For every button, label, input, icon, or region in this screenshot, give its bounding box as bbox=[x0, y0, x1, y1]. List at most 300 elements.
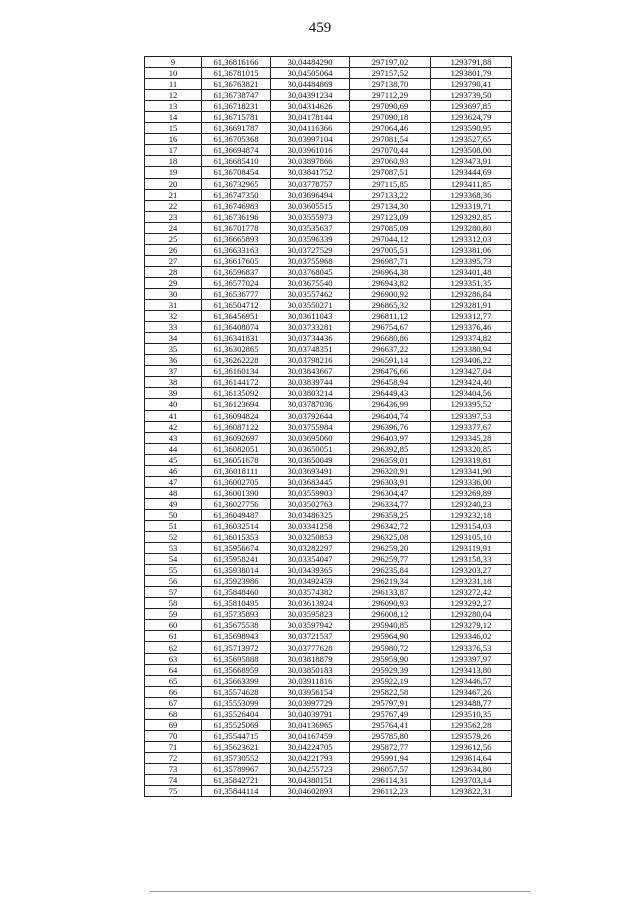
longitude-cell: 30,04380151 bbox=[271, 775, 350, 786]
x-coordinate-cell: 295929,39 bbox=[350, 664, 431, 675]
longitude-cell: 30,03841752 bbox=[271, 167, 350, 178]
x-coordinate-cell: 296219,34 bbox=[350, 576, 431, 587]
latitude-cell: 61,36015353 bbox=[202, 532, 271, 543]
y-coordinate-cell: 1293612,56 bbox=[431, 741, 512, 752]
point-number-cell: 50 bbox=[145, 509, 202, 520]
latitude-cell: 61,35923986 bbox=[202, 576, 271, 587]
x-coordinate-cell: 297090,69 bbox=[350, 101, 431, 112]
point-number-cell: 18 bbox=[145, 156, 202, 167]
x-coordinate-cell: 296458,94 bbox=[350, 377, 431, 388]
latitude-cell: 61,35844114 bbox=[202, 786, 271, 797]
x-coordinate-cell: 297064,46 bbox=[350, 123, 431, 134]
y-coordinate-cell: 1293790,41 bbox=[431, 79, 512, 90]
latitude-cell: 61,36302865 bbox=[202, 344, 271, 355]
longitude-cell: 30,03650049 bbox=[271, 454, 350, 465]
latitude-cell: 61,36408074 bbox=[202, 322, 271, 333]
longitude-cell: 30,03897866 bbox=[271, 156, 350, 167]
table-row bbox=[145, 68, 512, 79]
point-number-cell: 17 bbox=[145, 145, 202, 156]
point-number-cell: 49 bbox=[145, 498, 202, 509]
y-coordinate-cell: 1293401,48 bbox=[431, 266, 512, 277]
table-row bbox=[145, 487, 512, 498]
latitude-cell: 61,36617605 bbox=[202, 255, 271, 266]
x-coordinate-cell: 297070,44 bbox=[350, 145, 431, 156]
point-number-cell: 61 bbox=[145, 631, 202, 642]
y-coordinate-cell: 1293319,81 bbox=[431, 454, 512, 465]
longitude-cell: 30,03734436 bbox=[271, 333, 350, 344]
y-coordinate-cell: 1293579,26 bbox=[431, 730, 512, 741]
table-row bbox=[145, 211, 512, 222]
point-number-cell: 28 bbox=[145, 266, 202, 277]
point-number-cell: 9 bbox=[145, 57, 202, 68]
y-coordinate-cell: 1293527,65 bbox=[431, 134, 512, 145]
x-coordinate-cell: 296754,67 bbox=[350, 322, 431, 333]
x-coordinate-cell: 297090,18 bbox=[350, 112, 431, 123]
table-row bbox=[145, 333, 512, 344]
latitude-cell: 61,35695888 bbox=[202, 653, 271, 664]
latitude-cell: 61,36092697 bbox=[202, 432, 271, 443]
point-number-cell: 70 bbox=[145, 730, 202, 741]
longitude-cell: 30,03818879 bbox=[271, 653, 350, 664]
y-coordinate-cell: 1293158,33 bbox=[431, 554, 512, 565]
table-row bbox=[145, 399, 512, 410]
y-coordinate-cell: 1293231,18 bbox=[431, 576, 512, 587]
x-coordinate-cell: 296303,91 bbox=[350, 476, 431, 487]
table-row bbox=[145, 355, 512, 366]
y-coordinate-cell: 1293292,27 bbox=[431, 598, 512, 609]
x-coordinate-cell: 297087,51 bbox=[350, 167, 431, 178]
latitude-cell: 61,36001390 bbox=[202, 487, 271, 498]
longitude-cell: 30,03768045 bbox=[271, 266, 350, 277]
point-number-cell: 65 bbox=[145, 675, 202, 686]
y-coordinate-cell: 1293397,53 bbox=[431, 410, 512, 421]
latitude-cell: 61,36094824 bbox=[202, 410, 271, 421]
y-coordinate-cell: 1293395,52 bbox=[431, 399, 512, 410]
table-row bbox=[145, 764, 512, 775]
longitude-cell: 30,03733281 bbox=[271, 322, 350, 333]
y-coordinate-cell: 1293280,80 bbox=[431, 222, 512, 233]
table-row bbox=[145, 156, 512, 167]
latitude-cell: 61,35544715 bbox=[202, 730, 271, 741]
x-coordinate-cell: 297134,30 bbox=[350, 200, 431, 211]
x-coordinate-cell: 297044,12 bbox=[350, 233, 431, 244]
x-coordinate-cell: 296057,57 bbox=[350, 764, 431, 775]
table-row bbox=[145, 686, 512, 697]
y-coordinate-cell: 1293406,22 bbox=[431, 355, 512, 366]
table-row bbox=[145, 576, 512, 587]
point-number-cell: 12 bbox=[145, 90, 202, 101]
latitude-cell: 61,36002705 bbox=[202, 476, 271, 487]
x-coordinate-cell: 296436,99 bbox=[350, 399, 431, 410]
point-number-cell: 75 bbox=[145, 786, 202, 797]
table-row bbox=[145, 432, 512, 443]
x-coordinate-cell: 296325,08 bbox=[350, 532, 431, 543]
y-coordinate-cell: 1293381,06 bbox=[431, 244, 512, 255]
latitude-cell: 61,35842721 bbox=[202, 775, 271, 786]
latitude-cell: 61,36262228 bbox=[202, 355, 271, 366]
point-number-cell: 54 bbox=[145, 554, 202, 565]
table-row bbox=[145, 222, 512, 233]
longitude-cell: 30,03282297 bbox=[271, 543, 350, 554]
point-number-cell: 72 bbox=[145, 752, 202, 763]
x-coordinate-cell: 296449,43 bbox=[350, 388, 431, 399]
longitude-cell: 30,04221793 bbox=[271, 752, 350, 763]
longitude-cell: 30,03839744 bbox=[271, 377, 350, 388]
latitude-cell: 61,35525069 bbox=[202, 719, 271, 730]
longitude-cell: 30,03956154 bbox=[271, 686, 350, 697]
longitude-cell: 30,03597942 bbox=[271, 620, 350, 631]
table-row bbox=[145, 288, 512, 299]
y-coordinate-cell: 1293374,82 bbox=[431, 333, 512, 344]
x-coordinate-cell: 295764,41 bbox=[350, 719, 431, 730]
y-coordinate-cell: 1293232,18 bbox=[431, 509, 512, 520]
y-coordinate-cell: 1293397,97 bbox=[431, 653, 512, 664]
x-coordinate-cell: 296865,32 bbox=[350, 300, 431, 311]
table-row bbox=[145, 554, 512, 565]
latitude-cell: 61,36685410 bbox=[202, 156, 271, 167]
point-number-cell: 47 bbox=[145, 476, 202, 487]
y-coordinate-cell: 1293376,46 bbox=[431, 322, 512, 333]
table-row bbox=[145, 465, 512, 476]
x-coordinate-cell: 296259,20 bbox=[350, 543, 431, 554]
x-coordinate-cell: 296359,01 bbox=[350, 454, 431, 465]
longitude-cell: 30,03911816 bbox=[271, 675, 350, 686]
longitude-cell: 30,03341258 bbox=[271, 520, 350, 531]
longitude-cell: 30,03792644 bbox=[271, 410, 350, 421]
longitude-cell: 30,03961016 bbox=[271, 145, 350, 156]
latitude-cell: 61,35526404 bbox=[202, 708, 271, 719]
latitude-cell: 61,36049487 bbox=[202, 509, 271, 520]
table-row bbox=[145, 410, 512, 421]
table-row bbox=[145, 233, 512, 244]
latitude-cell: 61,36747350 bbox=[202, 189, 271, 200]
table-row bbox=[145, 443, 512, 454]
latitude-cell: 61,36087122 bbox=[202, 421, 271, 432]
x-coordinate-cell: 295822,58 bbox=[350, 686, 431, 697]
point-number-cell: 62 bbox=[145, 642, 202, 653]
latitude-cell: 61,36051678 bbox=[202, 454, 271, 465]
y-coordinate-cell: 1293508,00 bbox=[431, 145, 512, 156]
y-coordinate-cell: 1293634,80 bbox=[431, 764, 512, 775]
latitude-cell: 61,36032514 bbox=[202, 520, 271, 531]
y-coordinate-cell: 1293624,79 bbox=[431, 112, 512, 123]
longitude-cell: 30,03755968 bbox=[271, 255, 350, 266]
latitude-cell: 61,35553099 bbox=[202, 697, 271, 708]
x-coordinate-cell: 295922,19 bbox=[350, 675, 431, 686]
longitude-cell: 30,04255723 bbox=[271, 764, 350, 775]
longitude-cell: 30,03550271 bbox=[271, 300, 350, 311]
point-number-cell: 43 bbox=[145, 432, 202, 443]
y-coordinate-cell: 1293286,84 bbox=[431, 288, 512, 299]
x-coordinate-cell: 297138,70 bbox=[350, 79, 431, 90]
table-row bbox=[145, 300, 512, 311]
point-number-cell: 44 bbox=[145, 443, 202, 454]
y-coordinate-cell: 1293822,31 bbox=[431, 786, 512, 797]
latitude-cell: 61,36736196 bbox=[202, 211, 271, 222]
x-coordinate-cell: 297112,29 bbox=[350, 90, 431, 101]
table-row bbox=[145, 664, 512, 675]
coordinates-table-body bbox=[145, 57, 512, 797]
y-coordinate-cell: 1293345,28 bbox=[431, 432, 512, 443]
longitude-cell: 30,03574382 bbox=[271, 587, 350, 598]
table-row bbox=[145, 708, 512, 719]
y-coordinate-cell: 1293203,27 bbox=[431, 565, 512, 576]
point-number-cell: 33 bbox=[145, 322, 202, 333]
x-coordinate-cell: 296334,77 bbox=[350, 498, 431, 509]
table-row bbox=[145, 123, 512, 134]
longitude-cell: 30,03777628 bbox=[271, 642, 350, 653]
point-number-cell: 64 bbox=[145, 664, 202, 675]
table-row bbox=[145, 786, 512, 797]
longitude-cell: 30,04484869 bbox=[271, 79, 350, 90]
y-coordinate-cell: 1293154,03 bbox=[431, 520, 512, 531]
latitude-cell: 61,36123694 bbox=[202, 399, 271, 410]
table-row bbox=[145, 730, 512, 741]
latitude-cell: 61,36665893 bbox=[202, 233, 271, 244]
point-number-cell: 66 bbox=[145, 686, 202, 697]
x-coordinate-cell: 296133,87 bbox=[350, 587, 431, 598]
table-row bbox=[145, 101, 512, 112]
latitude-cell: 61,36694874 bbox=[202, 145, 271, 156]
point-number-cell: 29 bbox=[145, 277, 202, 288]
x-coordinate-cell: 297157,52 bbox=[350, 68, 431, 79]
latitude-cell: 61,36691787 bbox=[202, 123, 271, 134]
latitude-cell: 61,35675538 bbox=[202, 620, 271, 631]
latitude-cell: 61,35789967 bbox=[202, 764, 271, 775]
point-number-cell: 31 bbox=[145, 300, 202, 311]
x-coordinate-cell: 296591,14 bbox=[350, 355, 431, 366]
latitude-cell: 61,36577024 bbox=[202, 277, 271, 288]
x-coordinate-cell: 296680,86 bbox=[350, 333, 431, 344]
longitude-cell: 30,03675540 bbox=[271, 277, 350, 288]
point-number-cell: 40 bbox=[145, 399, 202, 410]
longitude-cell: 30,03693491 bbox=[271, 465, 350, 476]
table-row bbox=[145, 377, 512, 388]
longitude-cell: 30,03798216 bbox=[271, 355, 350, 366]
latitude-cell: 61,36160134 bbox=[202, 366, 271, 377]
longitude-cell: 30,03778757 bbox=[271, 178, 350, 189]
longitude-cell: 30,04039791 bbox=[271, 708, 350, 719]
y-coordinate-cell: 1293614,64 bbox=[431, 752, 512, 763]
y-coordinate-cell: 1293791,88 bbox=[431, 57, 512, 68]
x-coordinate-cell: 297133,22 bbox=[350, 189, 431, 200]
y-coordinate-cell: 1293119,91 bbox=[431, 543, 512, 554]
latitude-cell: 61,35810495 bbox=[202, 598, 271, 609]
x-coordinate-cell: 296943,82 bbox=[350, 277, 431, 288]
latitude-cell: 61,36763821 bbox=[202, 79, 271, 90]
y-coordinate-cell: 1293377,67 bbox=[431, 421, 512, 432]
table-row bbox=[145, 565, 512, 576]
point-number-cell: 58 bbox=[145, 598, 202, 609]
latitude-cell: 61,36718231 bbox=[202, 101, 271, 112]
y-coordinate-cell: 1293319,71 bbox=[431, 200, 512, 211]
table-row bbox=[145, 311, 512, 322]
latitude-cell: 61,36732965 bbox=[202, 178, 271, 189]
y-coordinate-cell: 1293320,85 bbox=[431, 443, 512, 454]
y-coordinate-cell: 1293351,35 bbox=[431, 277, 512, 288]
longitude-cell: 30,03850183 bbox=[271, 664, 350, 675]
point-number-cell: 59 bbox=[145, 609, 202, 620]
table-row bbox=[145, 167, 512, 178]
table-row bbox=[145, 244, 512, 255]
point-number-cell: 60 bbox=[145, 620, 202, 631]
y-coordinate-cell: 1293562,28 bbox=[431, 719, 512, 730]
table-row bbox=[145, 532, 512, 543]
point-number-cell: 32 bbox=[145, 311, 202, 322]
y-coordinate-cell: 1293424,40 bbox=[431, 377, 512, 388]
latitude-cell: 61,35574628 bbox=[202, 686, 271, 697]
y-coordinate-cell: 1293292,85 bbox=[431, 211, 512, 222]
y-coordinate-cell: 1293336,00 bbox=[431, 476, 512, 487]
table-row bbox=[145, 620, 512, 631]
point-number-cell: 71 bbox=[145, 741, 202, 752]
y-coordinate-cell: 1293341,90 bbox=[431, 465, 512, 476]
longitude-cell: 30,03803214 bbox=[271, 388, 350, 399]
y-coordinate-cell: 1293281,91 bbox=[431, 300, 512, 311]
y-coordinate-cell: 1293376,53 bbox=[431, 642, 512, 653]
point-number-cell: 56 bbox=[145, 576, 202, 587]
x-coordinate-cell: 296114,31 bbox=[350, 775, 431, 786]
table-row bbox=[145, 752, 512, 763]
longitude-cell: 30,03555973 bbox=[271, 211, 350, 222]
point-number-cell: 25 bbox=[145, 233, 202, 244]
x-coordinate-cell: 297123,09 bbox=[350, 211, 431, 222]
latitude-cell: 61,36746983 bbox=[202, 200, 271, 211]
point-number-cell: 21 bbox=[145, 189, 202, 200]
point-number-cell: 39 bbox=[145, 388, 202, 399]
point-number-cell: 27 bbox=[145, 255, 202, 266]
y-coordinate-cell: 1293312,77 bbox=[431, 311, 512, 322]
latitude-cell: 61,36633163 bbox=[202, 244, 271, 255]
longitude-cell: 30,03613924 bbox=[271, 598, 350, 609]
point-number-cell: 41 bbox=[145, 410, 202, 421]
x-coordinate-cell: 296359,25 bbox=[350, 509, 431, 520]
point-number-cell: 36 bbox=[145, 355, 202, 366]
x-coordinate-cell: 296396,76 bbox=[350, 421, 431, 432]
longitude-cell: 30,03696494 bbox=[271, 189, 350, 200]
longitude-cell: 30,03748351 bbox=[271, 344, 350, 355]
longitude-cell: 30,04167459 bbox=[271, 730, 350, 741]
y-coordinate-cell: 1293413,80 bbox=[431, 664, 512, 675]
y-coordinate-cell: 1293380,94 bbox=[431, 344, 512, 355]
longitude-cell: 30,03535637 bbox=[271, 222, 350, 233]
x-coordinate-cell: 296403,97 bbox=[350, 432, 431, 443]
latitude-cell: 61,35663399 bbox=[202, 675, 271, 686]
latitude-cell: 61,36082051 bbox=[202, 443, 271, 454]
x-coordinate-cell: 296304,47 bbox=[350, 487, 431, 498]
x-coordinate-cell: 296112,23 bbox=[350, 786, 431, 797]
longitude-cell: 30,03557462 bbox=[271, 288, 350, 299]
point-number-cell: 55 bbox=[145, 565, 202, 576]
latitude-cell: 61,35713972 bbox=[202, 642, 271, 653]
longitude-cell: 30,04178144 bbox=[271, 112, 350, 123]
x-coordinate-cell: 297081,54 bbox=[350, 134, 431, 145]
latitude-cell: 61,36027756 bbox=[202, 498, 271, 509]
x-coordinate-cell: 296392,85 bbox=[350, 443, 431, 454]
longitude-cell: 30,03439365 bbox=[271, 565, 350, 576]
table-row bbox=[145, 79, 512, 90]
latitude-cell: 61,36715781 bbox=[202, 112, 271, 123]
table-row bbox=[145, 476, 512, 487]
x-coordinate-cell: 295964,90 bbox=[350, 631, 431, 642]
table-row bbox=[145, 322, 512, 333]
point-number-cell: 11 bbox=[145, 79, 202, 90]
x-coordinate-cell: 296259,77 bbox=[350, 554, 431, 565]
point-number-cell: 10 bbox=[145, 68, 202, 79]
longitude-cell: 30,03721537 bbox=[271, 631, 350, 642]
latitude-cell: 61,35623621 bbox=[202, 741, 271, 752]
table-row bbox=[145, 421, 512, 432]
latitude-cell: 61,36341831 bbox=[202, 333, 271, 344]
latitude-cell: 61,36596837 bbox=[202, 266, 271, 277]
y-coordinate-cell: 1293280,04 bbox=[431, 609, 512, 620]
table-row bbox=[145, 200, 512, 211]
y-coordinate-cell: 1293279,12 bbox=[431, 620, 512, 631]
table-row bbox=[145, 719, 512, 730]
point-number-cell: 42 bbox=[145, 421, 202, 432]
latitude-cell: 61,36816166 bbox=[202, 57, 271, 68]
longitude-cell: 30,03354047 bbox=[271, 554, 350, 565]
longitude-cell: 30,03595823 bbox=[271, 609, 350, 620]
y-coordinate-cell: 1293368,36 bbox=[431, 189, 512, 200]
x-coordinate-cell: 297115,85 bbox=[350, 178, 431, 189]
y-coordinate-cell: 1293801,79 bbox=[431, 68, 512, 79]
y-coordinate-cell: 1293467,26 bbox=[431, 686, 512, 697]
table-row bbox=[145, 112, 512, 123]
table-row bbox=[145, 587, 512, 598]
latitude-cell: 61,35958241 bbox=[202, 554, 271, 565]
latitude-cell: 61,36781015 bbox=[202, 68, 271, 79]
latitude-cell: 61,36135092 bbox=[202, 388, 271, 399]
y-coordinate-cell: 1293105,10 bbox=[431, 532, 512, 543]
x-coordinate-cell: 297060,93 bbox=[350, 156, 431, 167]
x-coordinate-cell: 296476,66 bbox=[350, 366, 431, 377]
y-coordinate-cell: 1293404,56 bbox=[431, 388, 512, 399]
point-number-cell: 24 bbox=[145, 222, 202, 233]
point-number-cell: 53 bbox=[145, 543, 202, 554]
y-coordinate-cell: 1293446,57 bbox=[431, 675, 512, 686]
longitude-cell: 30,03843667 bbox=[271, 366, 350, 377]
point-number-cell: 57 bbox=[145, 587, 202, 598]
table-row bbox=[145, 509, 512, 520]
table-row bbox=[145, 653, 512, 664]
table-row bbox=[145, 145, 512, 156]
table-row bbox=[145, 388, 512, 399]
table-row bbox=[145, 178, 512, 189]
point-number-cell: 46 bbox=[145, 465, 202, 476]
longitude-cell: 30,03997729 bbox=[271, 697, 350, 708]
point-number-cell: 67 bbox=[145, 697, 202, 708]
longitude-cell: 30,04314626 bbox=[271, 101, 350, 112]
table-row bbox=[145, 543, 512, 554]
longitude-cell: 30,04391234 bbox=[271, 90, 350, 101]
x-coordinate-cell: 295872,77 bbox=[350, 741, 431, 752]
latitude-cell: 61,36144172 bbox=[202, 377, 271, 388]
table-row bbox=[145, 90, 512, 101]
y-coordinate-cell: 1293473,91 bbox=[431, 156, 512, 167]
point-number-cell: 16 bbox=[145, 134, 202, 145]
x-coordinate-cell: 296987,71 bbox=[350, 255, 431, 266]
table-row bbox=[145, 57, 512, 68]
x-coordinate-cell: 297005,51 bbox=[350, 244, 431, 255]
x-coordinate-cell: 297197,02 bbox=[350, 57, 431, 68]
point-number-cell: 69 bbox=[145, 719, 202, 730]
y-coordinate-cell: 1293346,02 bbox=[431, 631, 512, 642]
longitude-cell: 30,04484290 bbox=[271, 57, 350, 68]
longitude-cell: 30,03502763 bbox=[271, 498, 350, 509]
point-number-cell: 37 bbox=[145, 366, 202, 377]
longitude-cell: 30,03755984 bbox=[271, 421, 350, 432]
